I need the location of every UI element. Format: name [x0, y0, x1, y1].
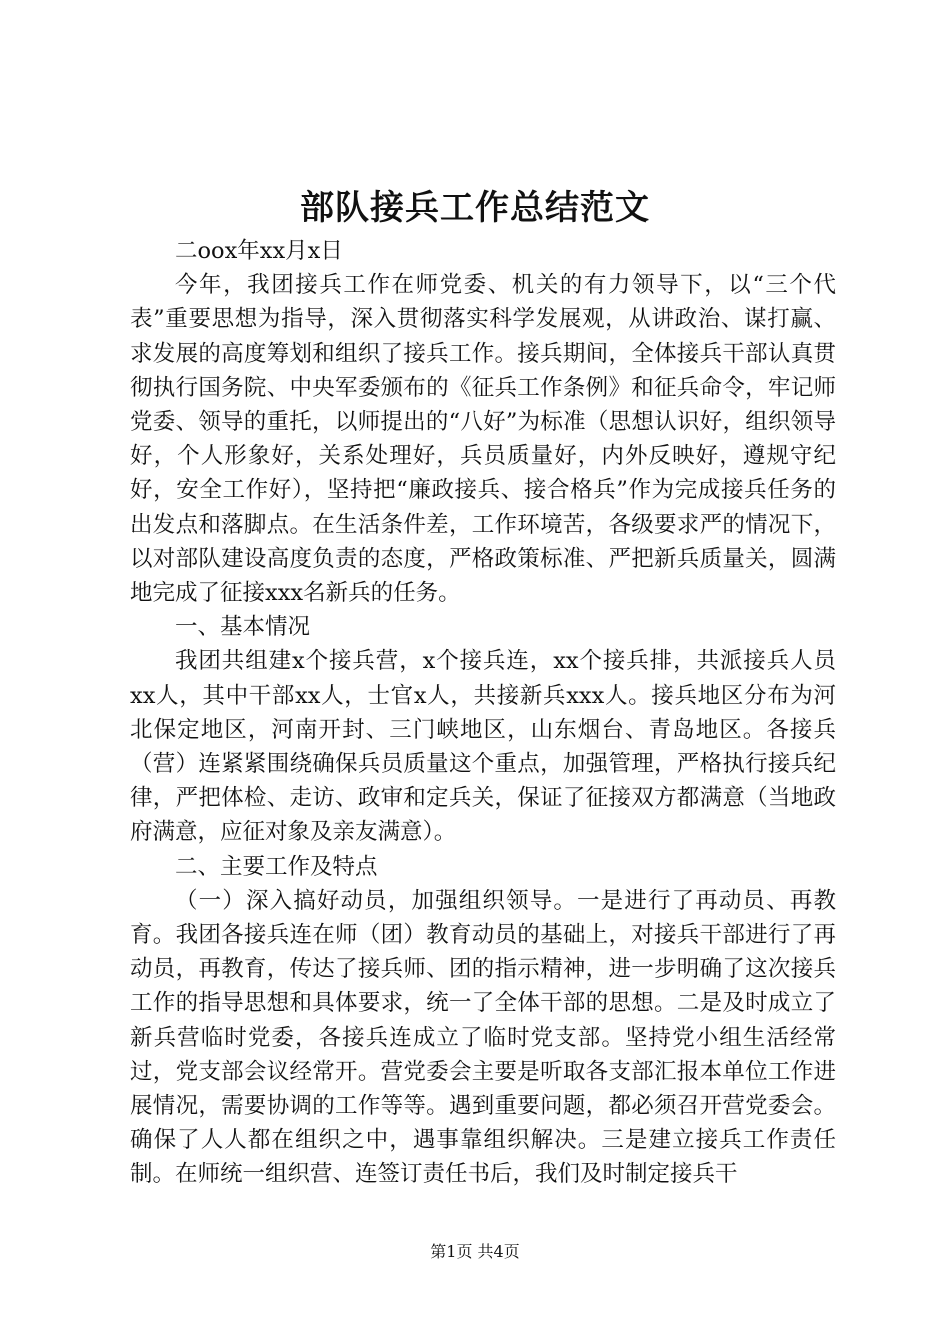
document-date: 二oox年xx月x日: [175, 238, 343, 264]
document-body: [130, 234, 836, 1192]
section-heading-basic: 一、基本情况: [175, 614, 311, 641]
page-footer: 第1页 共4页: [430, 1242, 520, 1261]
paragraph-basic: 我团共组建x个接兵营，x个接兵连，xx个接兵排，共派接兵人员xx人，其中干部xx人，士官x人，共接新兵xxx人。接兵地区分布为河北保定地区，河南开封、三门峡地区，山东烟台、青岛地区。各接兵（营）连紧紧围绕确保兵员质量这个重点，加强管理，严格执行接兵纪律，严把体检、走访、政审和定兵关，保证了征接双方都满意（当地政府满意，应征对象及亲友满意）。: [130, 648, 836, 846]
paragraph-main-work: （一）深入搞好动员，加强组织领导。一是进行了再动员、再教育。我团各接兵连在师（团）教育动员的基础上，对接兵干部进行了再动员，再教育，传达了接兵师、团的指示精神，进一步明确了这次接兵工作的指导思想和具体要求，统一了全体干部的思想。二是及时成立了新兵营临时党委，各接兵连成立了临时党支部。坚持党小组生活经常过，党支部会议经常开。营党委会主要是听取各支部汇报本单位工作进展情况，需要协调的工作等等。遇到重要问题，都必须召开营党委会。确保了人人都在组织之中，遇事靠组织解决。三是建立接兵工作责任制。在师统一组织营、连签订责任书后，我们及时制定接兵干: [130, 887, 836, 1188]
paragraph-intro: 今年，我团接兵工作在师党委、机关的有力领导下，以“三个代表”重要思想为指导，深入贯彻落实科学发展观，从讲政治、谋打赢、求发展的高度筹划和组织了接兵工作。接兵期间，全体接兵干部认真贯彻执行国务院、中央军委颁布的《征兵工作条例》和征兵命令，牢记师党委、领导的重托，以师提出的“八好”为标准（思想认识好，组织领导好，个人形象好，关系处理好，兵员质量好，内外反映好，遵规守纪好，安全工作好），坚持把“廉政接兵、接合格兵”作为完成接兵任务的出发点和落脚点。在生活条件差，工作环境苦，各级要求严的情况下，以对部队建设高度负责的态度，严格政策标准、严把新兵质量关，圆满地完成了征接xxx名新兵的任务。: [130, 272, 836, 607]
document-title: 部队接兵工作总结范文: [300, 188, 650, 228]
section-heading-main-work: 二、主要工作及特点: [175, 853, 378, 880]
